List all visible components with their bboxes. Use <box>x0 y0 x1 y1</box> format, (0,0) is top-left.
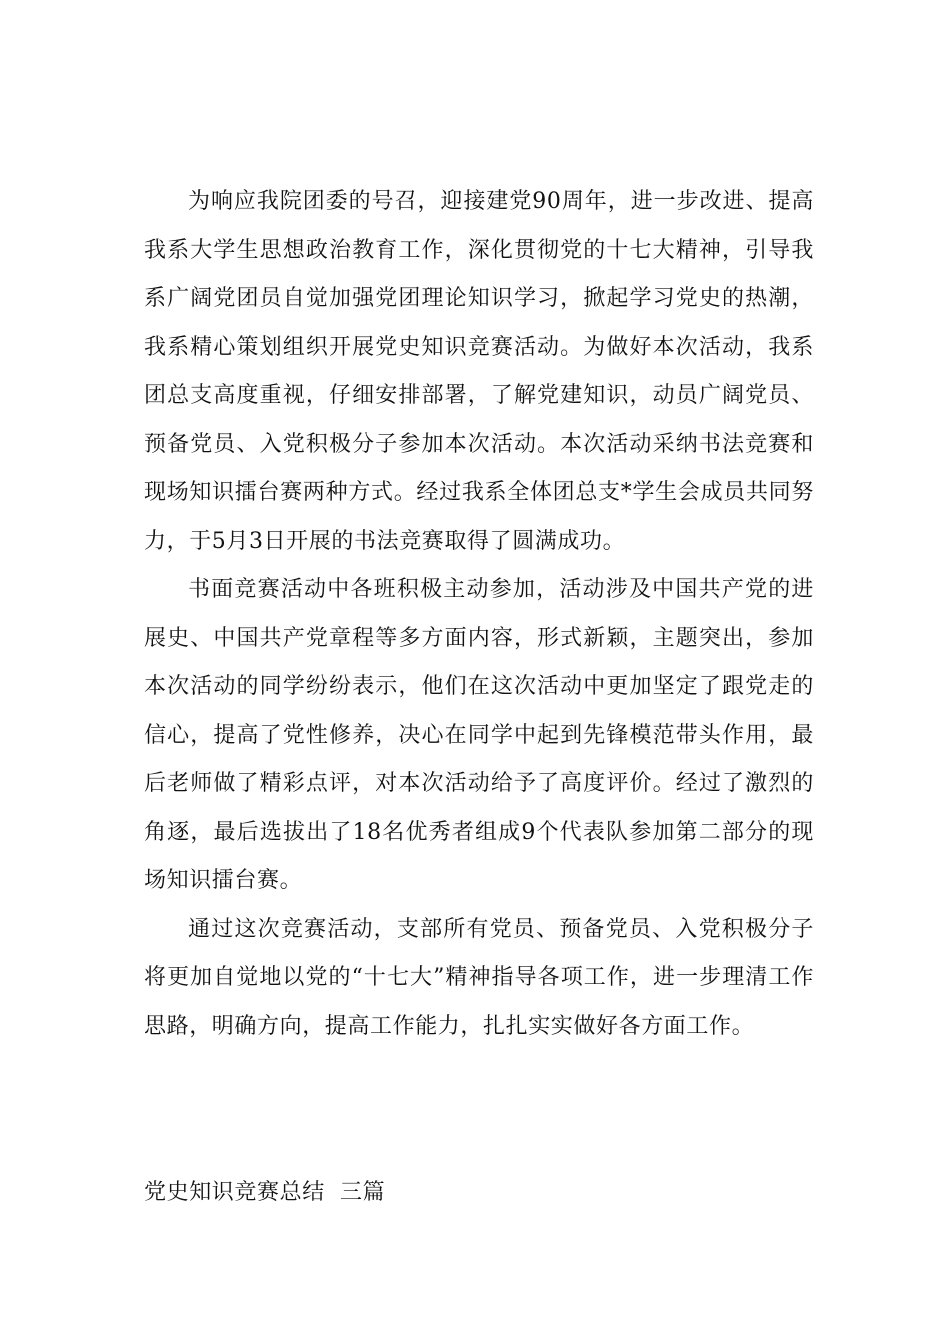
paragraph-1: 为响应我院团委的号召，迎接建党90周年，进一步改进、提高我系大学生思想政治教育工作，深化贯彻党的十七大精神，引导我系广阔党团员自觉加强党团理论知识学习，掀起学习党史的热潮，我系精心策划组织开展党史知识竞赛活动。为做好本次活动，我系团总支高度重视，仔细安排部署，了解党建知识，动员广阔党员、预备党员、入党积极分子参加本次活动。本次活动采纳书法竞赛和现场知识擂台赛两种方式。经过我系全体团总支*学生会成员共同努力，于5月3日开展的书法竞赛取得了圆满成功。 <box>144 189 814 554</box>
document-body <box>144 178 814 1051</box>
paragraph-2: 书面竞赛活动中各班积极主动参加，活动涉及中国共产党的进展史、中国共产党章程等多方面内容，形式新颖，主题突出，参加本次活动的同学纷纷表示，他们在这次活动中更加坚定了跟党走的信心，提高了党性修养，决心在同学中起到先锋模范带头作用，最后老师做了精彩点评，对本次活动给予了高度评价。经过了激烈的角逐，最后选拔出了18名优秀者组成9个代表队参加第二部分的现场知识擂台赛。 <box>144 577 814 893</box>
paragraph-3: 通过这次竞赛活动，支部所有党员、预备党员、入党积极分子将更加自觉地以党的“十七大”精神指导各项工作，进一步理清工作思路，明确方向，提高工作能力，扎扎实实做好各方面工作。 <box>144 916 814 1039</box>
next-section-title: 党史知识竞赛总结 三篇 <box>144 1180 386 1205</box>
